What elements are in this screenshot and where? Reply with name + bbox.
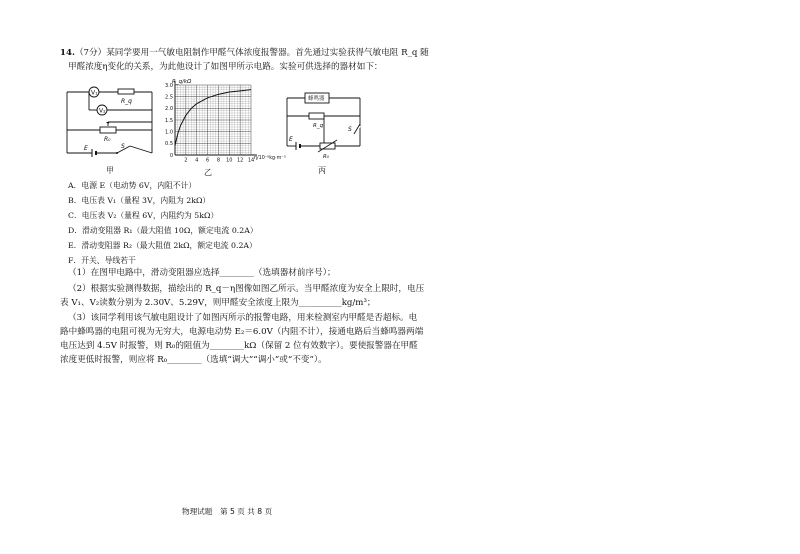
label-e-jia: E bbox=[84, 145, 88, 152]
label-s-jia: S bbox=[121, 143, 125, 150]
label-s-bing: S bbox=[348, 126, 352, 133]
subquestion-2-line-1: （2）根据实验测得数据，描绘出的 R_q－η图像如图乙所示。当甲醛浓度为安全上限时，电压 bbox=[68, 284, 425, 294]
y-tick-label: 2.0 bbox=[165, 106, 173, 113]
caption-bing: 丙 bbox=[318, 166, 326, 175]
rheostat-r0 bbox=[100, 127, 116, 133]
label-r0-jia: R₀ bbox=[104, 136, 111, 143]
page-footer: 物理试题 第 5 页 共 8 页 bbox=[182, 507, 273, 516]
subquestion-3-line-2: 路中蜂鸣器的电阻可视为无穷大，电源电动势 E₂＝6.0V（内阻不计），接通电路后当蜂鸣器两端 bbox=[60, 327, 424, 337]
option-b: B．电压表 V₁（量程 3V，内阻为 2kΩ） bbox=[68, 196, 211, 205]
x-tick-label: 6 bbox=[205, 157, 210, 164]
sensor-rq-resistor-bing bbox=[309, 113, 324, 119]
option-e: E．滑动变阻器 R₂（最大阻值 2kΩ，额定电流 0.2A） bbox=[68, 241, 257, 250]
x-tick-label: 14 bbox=[247, 157, 255, 164]
label-e-bing: E bbox=[289, 136, 293, 143]
y-axis-label: R_q/kΩ bbox=[172, 79, 192, 85]
label-rq-jia: R_q bbox=[121, 98, 132, 105]
figure-jia-circuit bbox=[62, 80, 162, 162]
subquestion-3-line-3: 电压达到 4.5V 时报警，则 R₀的阻值为________kΩ（保留 2 位有效数字）。要使报警器在甲醛 bbox=[60, 341, 418, 351]
question-number-and-stem bbox=[60, 48, 429, 59]
stem-line-1: 某同学要用一气敏电阻制作甲醛气体浓度报警器。首先通过实验获得气敏电阻 R_q 随 bbox=[106, 48, 429, 58]
label-v2: V₂ bbox=[99, 107, 106, 115]
caption-jia: 甲 bbox=[106, 166, 114, 175]
x-tick-label: 4 bbox=[195, 157, 199, 164]
question-points: （7分） bbox=[74, 48, 107, 58]
figure-bing-circuit bbox=[282, 88, 367, 160]
y-tick-label: 0.5 bbox=[165, 141, 173, 148]
figure-yi-chart bbox=[162, 75, 290, 170]
x-tick-label: 8 bbox=[216, 157, 221, 164]
label-v1: V₁ bbox=[91, 89, 98, 97]
y-tick-label: 0 bbox=[169, 152, 173, 159]
y-tick-label: 3.0 bbox=[165, 82, 173, 89]
option-a: A．电源 E（电动势 6V，内阻不计） bbox=[68, 181, 197, 190]
option-c: C．电压表 V₂（量程 6V，内阻约为 5kΩ） bbox=[68, 211, 219, 220]
stem-line-2: 甲醛浓度η变化的关系，为此他设计了如图甲所示电路。实验可供选择的器材如下： bbox=[68, 62, 383, 72]
option-d: D．滑动变阻器 R₁（最大阻值 10Ω，额定电流 0.2A） bbox=[68, 226, 258, 235]
x-tick-label: 2 bbox=[184, 157, 188, 164]
switch-s-bing bbox=[354, 124, 360, 134]
sensor-rq-resistor bbox=[118, 89, 134, 94]
y-tick-label: 1.5 bbox=[165, 117, 173, 124]
label-buzzer: 蜂鸣器 bbox=[308, 96, 325, 102]
subquestion-3-line-4: 浓度更低时报警，则应将 R₀________（选填“调大”“调小”或“不变”）。 bbox=[60, 355, 327, 365]
question-number: 14. bbox=[60, 48, 75, 58]
x-axis-label: η/10⁻⁶kg·m⁻³ bbox=[254, 156, 286, 161]
y-tick-label: 1.0 bbox=[165, 129, 173, 136]
y-tick-label: 2.5 bbox=[165, 94, 173, 101]
x-tick-label: 12 bbox=[236, 157, 244, 164]
caption-yi: 乙 bbox=[204, 168, 212, 177]
option-f: F．开关、导线若干 bbox=[68, 256, 136, 265]
x-tick-label: 10 bbox=[226, 157, 233, 164]
label-r0-bing: R₀ bbox=[323, 154, 330, 160]
subquestion-2-line-2: 表 V₁、V₂读数分别为 2.30V、5.29V，则甲醛安全浓度上限为__________kg/m³； bbox=[60, 298, 376, 308]
subquestion-3-line-1: （3）该同学利用该气敏电阻设计了如图丙所示的报警电路，用来检测室内甲醛是否超标。电 bbox=[68, 313, 418, 323]
label-rq-bing: R_q bbox=[313, 123, 324, 129]
subquestion-1: （1）在图甲电路中，滑动变阻器应选择________（选填器材前序号）； bbox=[68, 268, 336, 278]
slider-arrow-icon bbox=[106, 122, 110, 124]
